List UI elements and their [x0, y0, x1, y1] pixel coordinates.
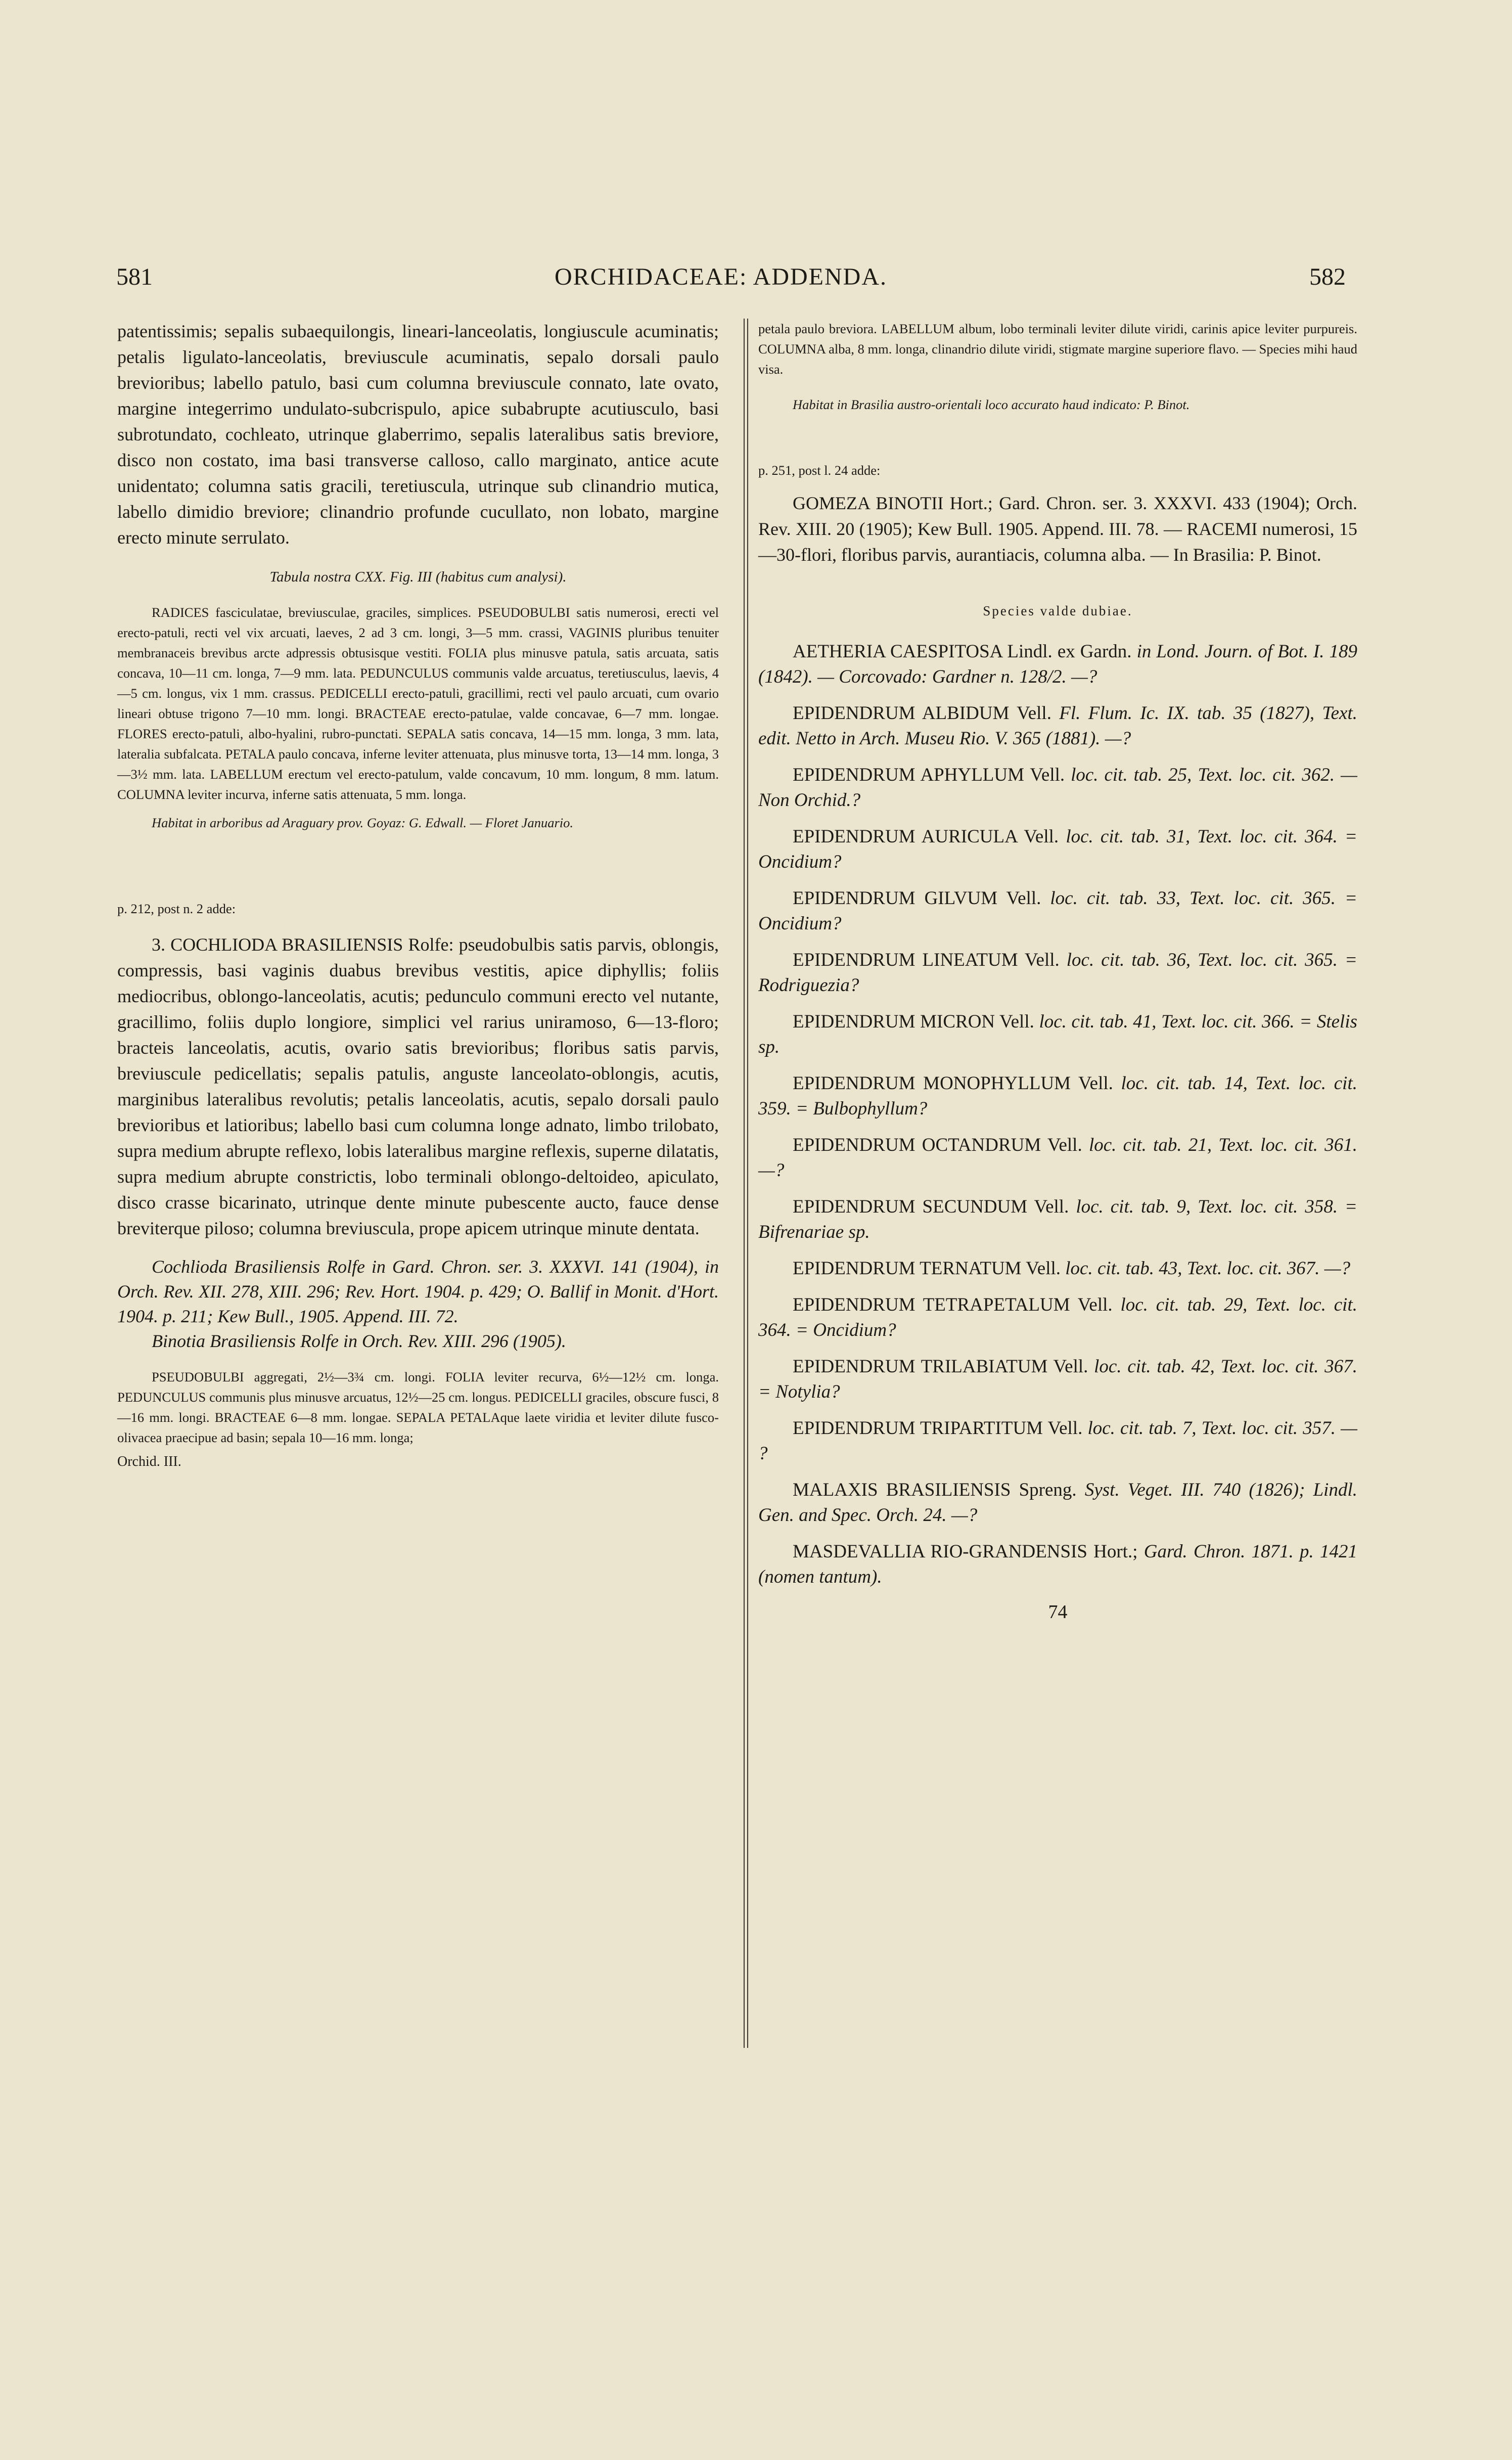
species-citation: loc. cit. tab. 41, Text. loc. cit. 366. = Stelis sp.	[758, 1011, 1357, 1057]
habitat-note-2: Habitat in Brasilia austro-orientali loco accurato haud indicato: P. Binot.	[793, 397, 1190, 412]
species-citation: Fl. Flum. Ic. IX. tab. 35 (1827), Text. edit. Netto in Arch. Museu Rio. V. 365 (1881). —?	[758, 703, 1357, 749]
species-citation: loc. cit. tab. 42, Text. loc. cit. 367. = Notylia?	[758, 1356, 1357, 1402]
species-name: EPIDENDRUM MICRON Vell.	[793, 1011, 1034, 1032]
left-column	[117, 319, 719, 1470]
species-citation: loc. cit. tab. 25, Text. loc. cit. 362. — Non Orchid.?	[758, 765, 1358, 811]
section-heading-dubiae: Species valde dubiae.	[983, 603, 1133, 618]
species-name: MASDEVALLIA RIO-GRANDENSIS Hort.;	[793, 1541, 1138, 1562]
species-entry	[758, 1539, 1357, 1590]
habitat-note: Habitat in arboribus ad Araguary prov. Goyaz: G. Edwall. — Floret Januario.	[152, 815, 573, 830]
description-paragraph: patentissimis; sepalis subaequilongis, lineari-lanceolatis, longiuscule acuminatis; petalis ligulato-lanceolatis, breviuscule acuminatis, sepalo dorsali paulo brevioribus; labello patulo, basi cum columna breviuscule connato, late ovato, margine integerrimo undulato-subcrispulo, apice subabrupte acutiusculo, basi subrotundato, cochleato, utrinque glaberrimo, sepalis lateralibus satis breviore, disco non costato, ima basi transverse calloso, callo marginato, antice acute unidentato; columna satis gracili, teretiuscula, utrinque sub clinandrio mutica, labello dimidio breviore; clinandrio profunde cucullato, non lobato, margine erecto minute serrulato.	[117, 321, 719, 548]
species-citation: Syst. Veget. III. 740 (1826); Lindl. Gen. and Spec. Orch. 24. —?	[758, 1480, 1357, 1526]
species-entry	[758, 1292, 1357, 1343]
morphology-continuation: petala paulo breviora. LABELLUM album, lobo terminali leviter dilute viridi, carinis apice leviter purpureis. COLUMNA alba, 8 mm. longa, clinandrio dilute viridi, stigmate margine superiore flavo. — Species mihi haud visa.	[758, 321, 1357, 377]
synonymy-binotia: Binotia Brasiliensis Rolfe in Orch. Rev. XIII. 296 (1905).	[152, 1331, 566, 1351]
species-entry	[758, 886, 1357, 936]
species-entry	[758, 1354, 1357, 1405]
page-reference: p. 212, post n. 2 adde:	[117, 901, 236, 916]
plate-reference: Tabula nostra CXX. Fig. III (habitus cum analysi).	[269, 569, 567, 585]
species-name: EPIDENDRUM TETRAPETALUM Vell.	[793, 1294, 1113, 1315]
species-citation: loc. cit. tab. 7, Text. loc. cit. 357. — ?	[758, 1418, 1357, 1464]
species-entry	[758, 763, 1357, 813]
species-entry	[758, 1009, 1357, 1060]
right-column	[758, 319, 1357, 1623]
page-header	[0, 263, 1512, 298]
species-description: 3. COCHLIODA BRASILIENSIS Rolfe: pseudobulbis satis parvis, oblongis, compressis, basi vaginis duabus brevibus vestitis, apice diphyllis; foliis mediocribus, oblongo-lanceolatis, acutis; pedunculo communi erecto vel nutante, gracillimo, foliis duplo longiore, simplici vel rarius uniramoso, 6—13-floro; bracteis lanceolatis, acutis, ovario satis brevioribus; floribus satis parvis, breviuscule pedicellatis; sepalis patulis, anguste lanceolato-oblongis, acutis, marginibus lateralibus revolutis; petalis lanceolatis, acutis, sepalo dorsali paulo brevioribus et latioribus; labello basi cum columna longe adnato, limbo trilobato, supra medium abrupte reflexo, lobis lateralibus margine reflexis, superne dilatatis, supra medium abrupte constrictis, lobo terminali oblongo-deltoideo, apiculato, disco crasse bicarinato, utrinque dente minute pubescente aucto, fauce dense breviterque piloso; columna breviuscula, prope apicem utrinque minute dentata.	[117, 934, 719, 1238]
column-divider	[744, 319, 748, 2048]
species-name: EPIDENDRUM LINEATUM Vell.	[793, 950, 1060, 970]
species-name: EPIDENDRUM TRILABIATUM Vell.	[793, 1356, 1088, 1377]
species-entry	[758, 1416, 1357, 1466]
species-name: EPIDENDRUM SECUNDUM Vell.	[793, 1196, 1069, 1217]
running-title: ORCHIDACEAE: ADDENDA.	[555, 263, 887, 290]
morphology-description-2: PSEUDOBULBI aggregati, 2½—3¾ cm. longi. FOLIA leviter recurva, 6½—12½ cm. longa. PEDUNCULUS communis plus minusve arcuatus, 12½—25 cm. longus. PEDICELLI graciles, obscure fusci, 8—16 mm. longi. BRACTEAE 6—8 mm. longae. SEPALA PETALAque laete viridia et leviter dilute fusco-olivacea praecipue ad basin; sepala 10—16 mm. longa;	[117, 1369, 719, 1445]
page-number-right: 582	[1309, 263, 1346, 290]
page-reference-2: p. 251, post l. 24 adde:	[758, 463, 881, 478]
species-name: MALAXIS BRASILIENSIS Spreng.	[793, 1480, 1077, 1500]
gomeza-entry: GOMEZA BINOTII Hort.; Gard. Chron. ser. 3. XXXVI. 433 (1904); Orch. Rev. XIII. 20 (1905); Kew Bull. 1905. Append. III. 78. — RACEMI numerosi, 15—30-flori, floribus parvis, aurantiacis, columna alba. — In Brasilia: P. Binot.	[758, 493, 1357, 565]
species-entry	[758, 1194, 1357, 1245]
species-name: EPIDENDRUM MONOPHYLLUM Vell.	[793, 1073, 1113, 1094]
species-citation: loc. cit. tab. 36, Text. loc. cit. 365. = Rodriguezia?	[758, 950, 1358, 996]
species-name: EPIDENDRUM TERNATUM Vell.	[793, 1258, 1061, 1279]
species-citation: loc. cit. tab. 9, Text. loc. cit. 358. = Bifrenariae sp.	[758, 1196, 1358, 1242]
species-entry	[758, 639, 1357, 690]
dubious-species-list	[758, 639, 1357, 1590]
species-citation: loc. cit. tab. 31, Text. loc. cit. 364. = Oncidium?	[758, 826, 1358, 872]
species-entry	[758, 701, 1357, 751]
species-entry	[758, 1256, 1357, 1281]
species-name: EPIDENDRUM TRIPARTITUM Vell.	[793, 1418, 1083, 1439]
species-citation: in Lond. Journ. of Bot. I. 189 (1842). — Corcovado: Gardner n. 128/2. —?	[758, 641, 1357, 687]
species-name: EPIDENDRUM AURICULA Vell.	[793, 826, 1059, 847]
species-citation: loc. cit. tab. 21, Text. loc. cit. 361. —?	[758, 1135, 1357, 1181]
sheet-number: 74	[1048, 1601, 1068, 1623]
species-entry	[758, 1478, 1357, 1528]
species-citation: loc. cit. tab. 33, Text. loc. cit. 365. = Oncidium?	[758, 888, 1358, 934]
species-citation: loc. cit. tab. 29, Text. loc. cit. 364. = Oncidium?	[758, 1294, 1357, 1340]
species-name: EPIDENDRUM GILVUM Vell.	[793, 888, 1041, 909]
species-entry	[758, 1133, 1357, 1183]
species-name: EPIDENDRUM OCTANDRUM Vell.	[793, 1135, 1082, 1155]
species-entry	[758, 824, 1357, 875]
signature-mark: Orchid. III.	[117, 1454, 181, 1469]
species-citation: loc. cit. tab. 14, Text. loc. cit. 359. = Bulbophyllum?	[758, 1073, 1357, 1119]
species-citation: loc. cit. tab. 43, Text. loc. cit. 367. —?	[1065, 1258, 1351, 1279]
species-name: EPIDENDRUM ALBIDUM Vell.	[793, 703, 1051, 724]
species-name: EPIDENDRUM APHYLLUM Vell.	[793, 765, 1065, 785]
species-name: AETHERIA CAESPITOSA Lindl. ex Gardn.	[793, 641, 1132, 662]
synonymy-cochlioda: Cochlioda Brasiliensis Rolfe in Gard. Chron. ser. 3. XXXVI. 141 (1904), in Orch. Rev. XII. 278, XIII. 296; Rev. Hort. 1904. p. 429; O. Ballif in Monit. d'Hort. 1904. p. 211; Kew Bull., 1905. Append. III. 72.	[117, 1257, 719, 1326]
morphology-description: RADICES fasciculatae, breviusculae, graciles, simplices. PSEUDOBULBI satis numerosi, erecti vel erecto-patuli, recti vel vix arcuati, laeves, 2 ad 3 cm. longi, 3—5 mm. crassi, VAGINIS pluribus tenuiter membranaceis brevibus arcte adpressis obtusisque vestiti. FOLIA plus minusve patula, satis arcuata, satis concava, 10—11 cm. longa, 7—9 mm. lata. PEDUNCULUS communis valde arcuatus, teretiusculus, laevis, 4—5 cm. longus, vix 1 mm. crassus. PEDICELLI erecto-patuli, gracillimi, recti vel paulo arcuati, cum ovario lineari obtuse trigono 7—10 mm. longi. BRACTEAE erecto-patulae, valde concavae, 6—7 mm. longae. FLORES erecto-patuli, albo-hyalini, rubro-punctati. SEPALA satis concava, 14—15 mm. longa, 3 mm. lata, lateralia subfalcata. PETALA paulo concava, inferne leviter attenuata, plus minusve torta, 13—14 mm. longa, 3—3½ mm. lata. LABELLUM erectum vel erecto-patulum, valde concavum, 10 mm. longum, 8 mm. latum. COLUMNA leviter incurva, inferne satis attenuata, 5 mm. longa.	[117, 605, 719, 802]
species-entry	[758, 948, 1357, 998]
species-citation: Gard. Chron. 1871. p. 1421 (nomen tantum).	[758, 1541, 1357, 1587]
page-number-left: 581	[116, 263, 153, 290]
species-entry	[758, 1071, 1357, 1122]
